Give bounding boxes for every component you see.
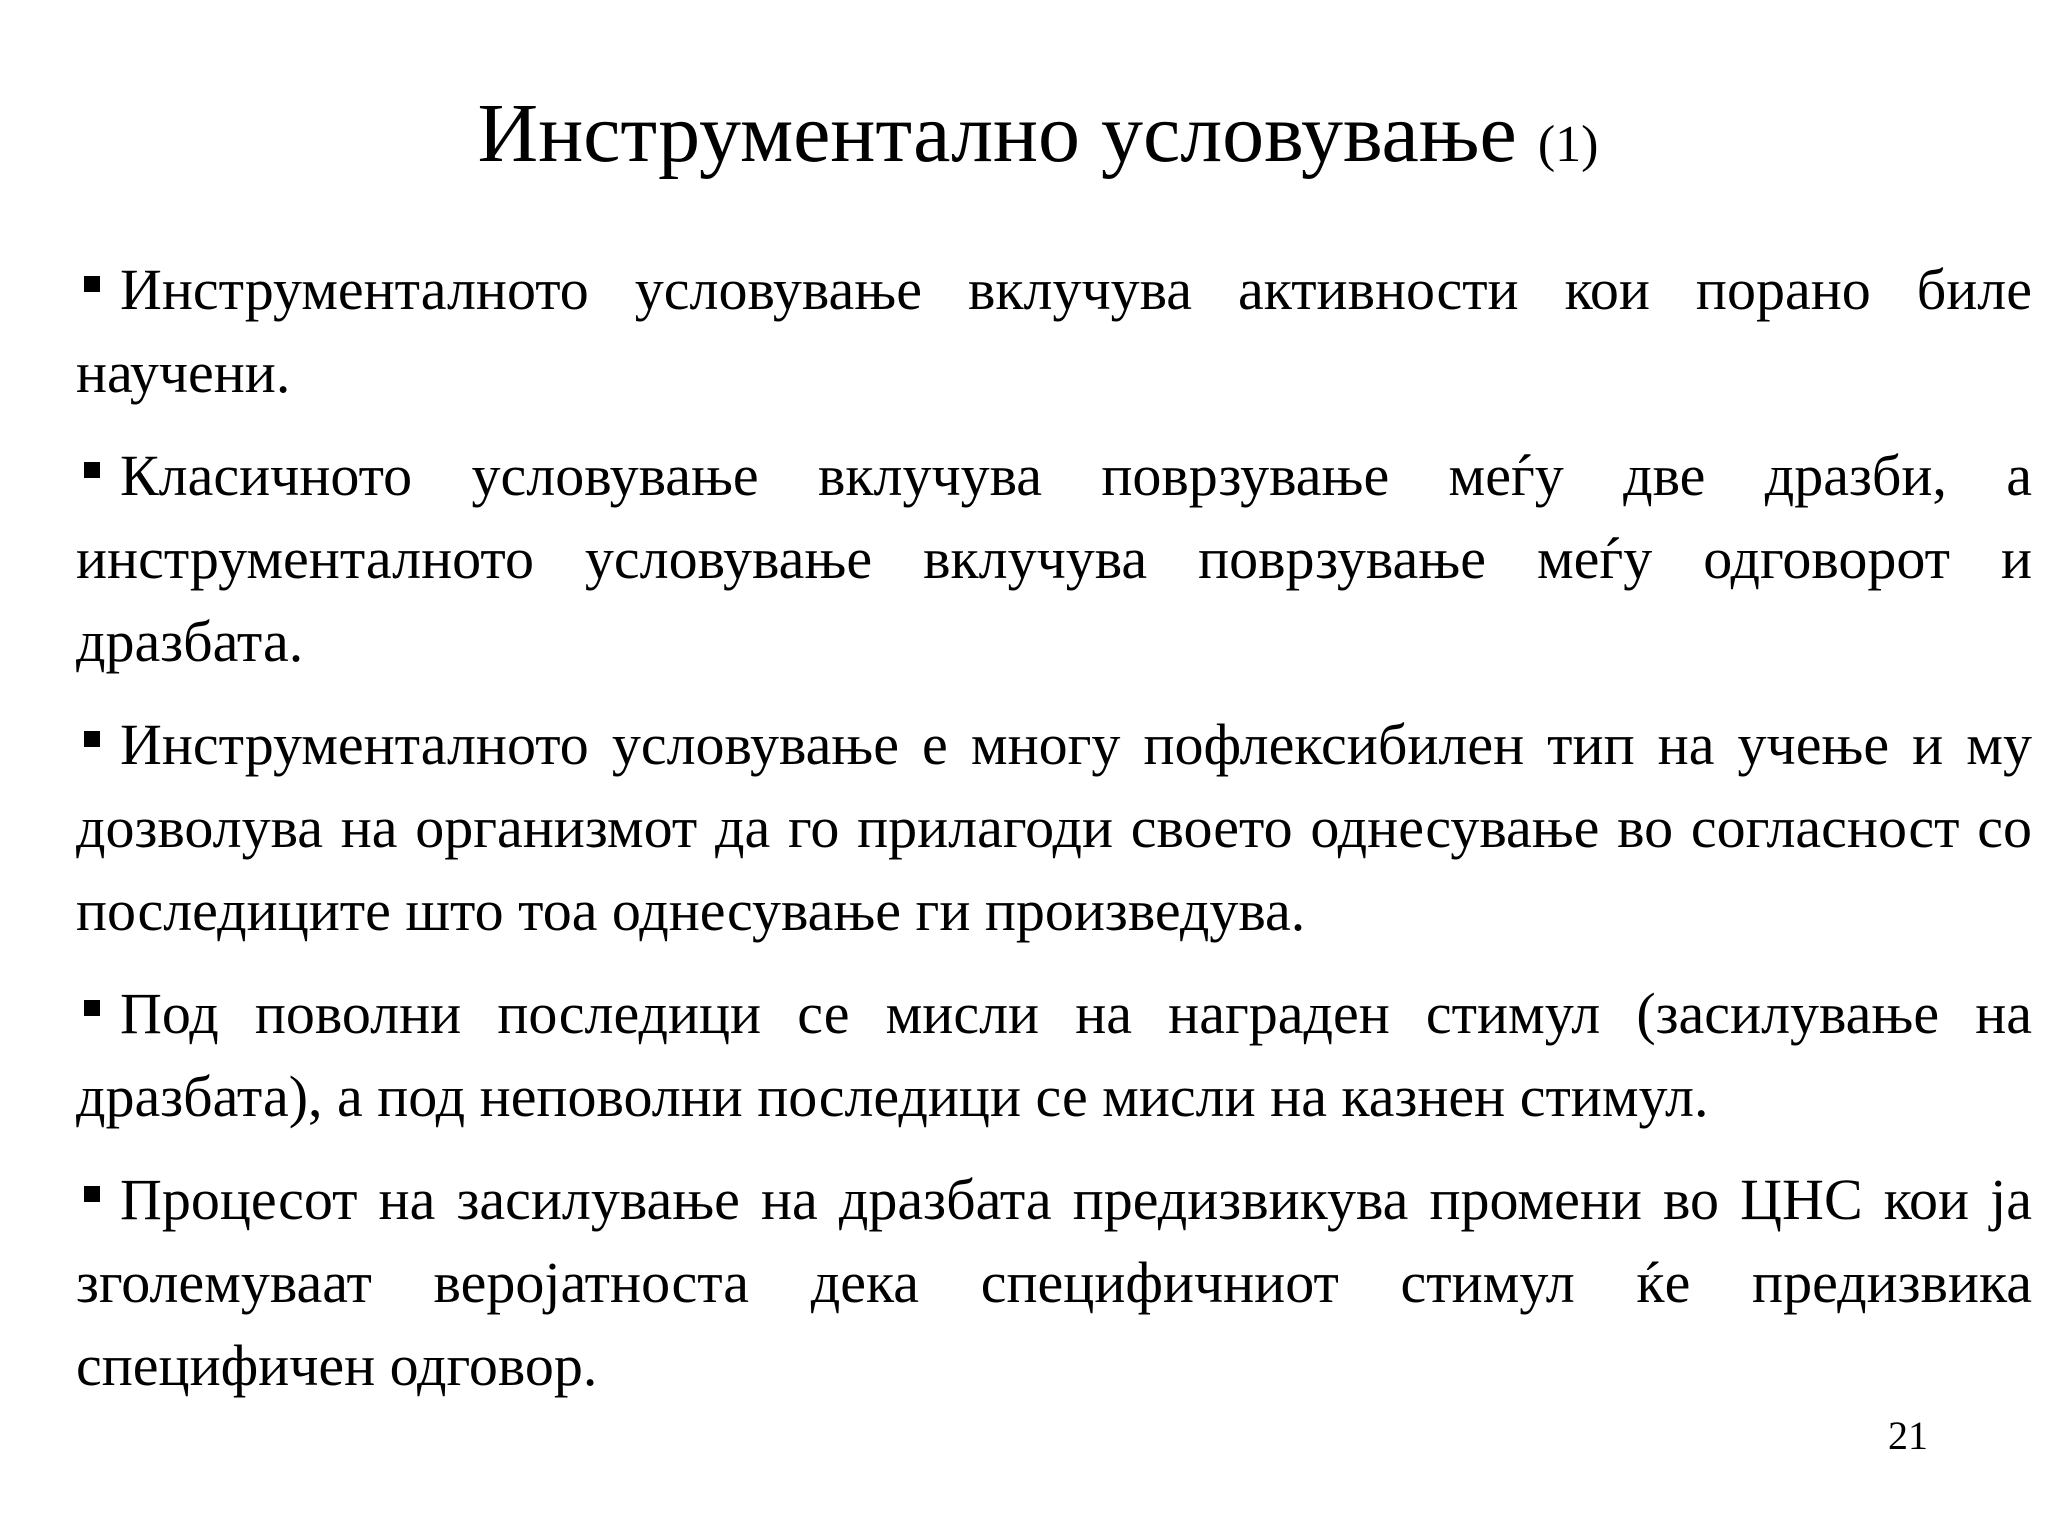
slide-title-number: (1) <box>1537 116 1599 173</box>
bullet-text: Под поволни последици се мисли на награден стимул (засилување на дразбата), а под неповолни последици се мисли на казнен стимул. <box>76 981 2032 1129</box>
bullet-item <box>76 1158 2032 1407</box>
bullet-list <box>76 248 2032 1427</box>
bullet-item <box>76 972 2032 1138</box>
bullet-text: Класичното условување вклучува поврзување меѓу две дразби, а инструменталното условување вклучува поврзување меѓу одговорот и дразбата. <box>76 443 2032 674</box>
page-number: 21 <box>1888 1413 1928 1458</box>
slide-title-text: Инструментално условување <box>477 87 1517 180</box>
bullet-text: Инструменталното условување е многу пофлексибилен тип на учење и му дозволува на организмот да го прилагоди своето однесување во согласност со последиците што тоа однесување ги произведува. <box>76 712 2032 943</box>
bullet-item <box>76 703 2032 952</box>
bullet-item <box>76 248 2032 414</box>
bullet-item <box>76 434 2032 683</box>
bullet-text: Процесот на засилување на дразбата предизвикува промени во ЦНС кои ја зголемуваат веројатноста дека специфичниот стимул ќе предизвика специфичен одговор. <box>76 1167 2032 1398</box>
slide-title <box>0 86 2048 193</box>
bullet-text: Инструменталното условување вклучува активности кои порано биле научени. <box>76 257 2032 405</box>
